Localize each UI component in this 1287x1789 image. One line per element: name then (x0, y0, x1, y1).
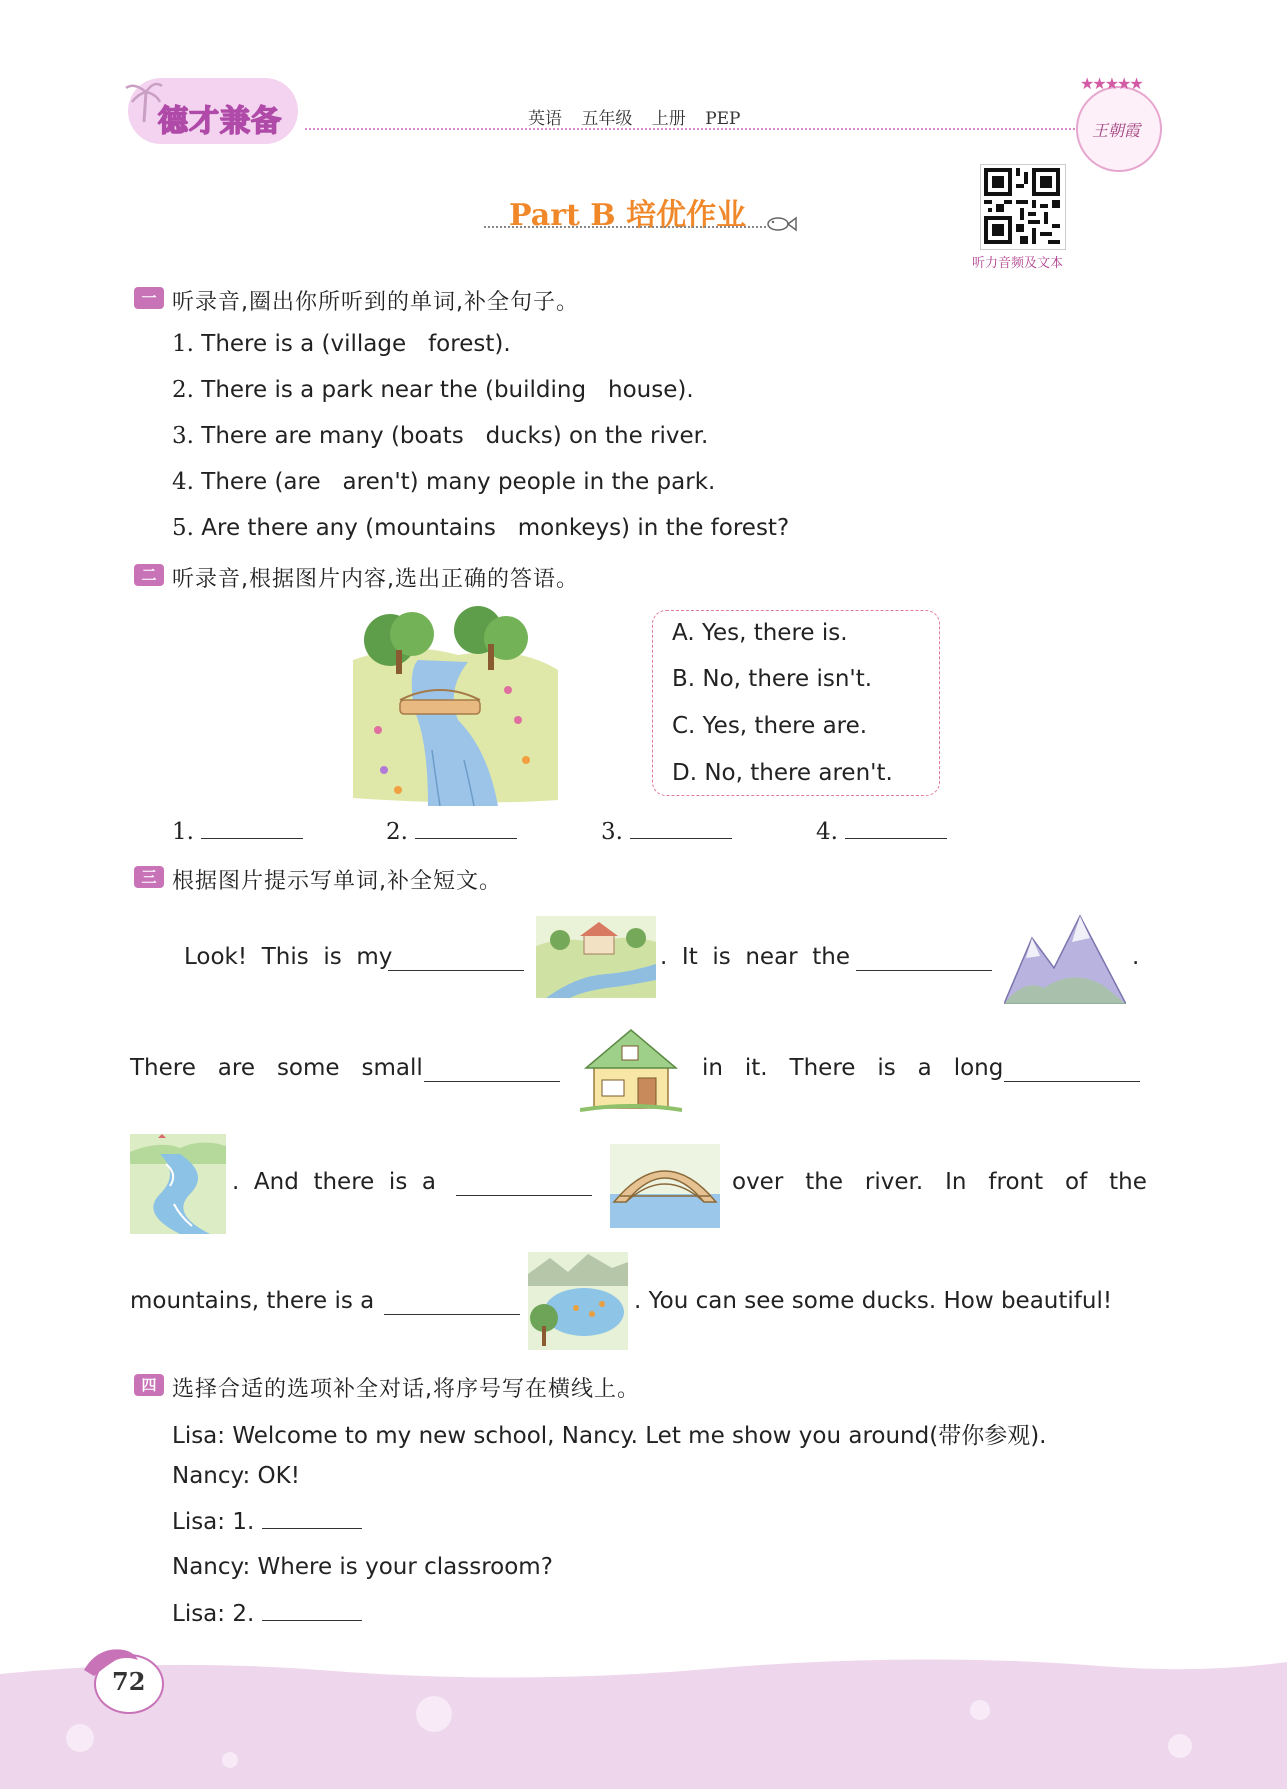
title-underline (484, 226, 766, 228)
s3-line-4b: . You can see some ducks. How beautiful! (634, 1288, 1113, 1314)
item-number: 4. (172, 469, 194, 495)
brand-badge-text: 王朝霞 (1092, 121, 1141, 140)
s3-line-1a: Look! This is my (184, 944, 393, 970)
dialog-blank-1[interactable] (262, 1508, 362, 1529)
answer-number: 3. (601, 819, 623, 845)
s3-line-1b: . It is near the (660, 944, 850, 970)
option-d: D. No, there aren't. (672, 760, 893, 786)
dialog-blank-2[interactable] (262, 1600, 362, 1621)
dialog-line-3 (172, 1508, 362, 1535)
section-2-badge: 二 (134, 564, 164, 586)
header (0, 0, 1287, 160)
s1-item-3 (172, 423, 708, 449)
dialog-line-5 (172, 1600, 362, 1627)
answer-number: 4. (816, 819, 838, 845)
s3-line-3b: over the river. In front of the (732, 1169, 1147, 1195)
dialog-text: Lisa: 2. (172, 1601, 255, 1627)
village-icon (536, 916, 656, 998)
item-number: 1. (172, 331, 194, 357)
s3-line-2b: in it. There is a long (702, 1055, 1004, 1081)
section-4-title: 选择合适的选项补全对话,将序号写在横线上。 (172, 1377, 640, 1402)
item-text: There is a park near the (building house). (201, 377, 694, 403)
answer-2 (386, 818, 517, 845)
park-illustration (348, 600, 563, 806)
option-a: A. Yes, there is. (672, 620, 848, 646)
s3-line-1c: . (1132, 944, 1140, 970)
item-text: There (are aren't) many people in the park. (201, 469, 716, 495)
s1-item-2 (172, 377, 694, 403)
section-2-title: 听录音,根据图片内容,选出正确的答语。 (172, 567, 579, 592)
qr-code-pattern (984, 168, 1060, 244)
answer-3 (601, 818, 732, 845)
answer-blank[interactable] (415, 818, 517, 839)
s3-blank-3[interactable] (424, 1061, 560, 1082)
logo-text: 德才兼备 (158, 104, 282, 139)
section-3-title: 根据图片提示写单词,补全短文。 (172, 869, 502, 894)
answer-blank[interactable] (845, 818, 947, 839)
footer-wave (0, 1650, 1287, 1789)
answer-4 (816, 818, 947, 845)
s1-item-1 (172, 331, 511, 357)
page-title: Part B 培优作业 (509, 198, 747, 233)
s1-item-5 (172, 515, 789, 541)
dialog-text: Lisa: 1. (172, 1509, 255, 1535)
option-b: B. No, there isn't. (672, 666, 873, 692)
mountains-icon (1004, 908, 1126, 1004)
item-number: 5. (172, 515, 194, 541)
s3-line-4a: mountains, there is a (130, 1288, 375, 1314)
river-icon (130, 1134, 226, 1234)
s3-blank-1[interactable] (388, 950, 524, 971)
dialog-line-2: Nancy: OK! (172, 1463, 300, 1489)
s3-blank-2[interactable] (856, 950, 992, 971)
subject-line: 英语 五年级 上册 PEP (528, 109, 741, 129)
s3-blank-5[interactable] (456, 1175, 592, 1196)
s3-blank-6[interactable] (384, 1294, 520, 1315)
option-c: C. Yes, there are. (672, 713, 868, 739)
item-number: 3. (172, 423, 194, 449)
s1-item-4 (172, 469, 715, 495)
section-1-badge: 一 (134, 287, 164, 309)
answer-number: 1. (172, 819, 194, 845)
page-number: 72 (112, 1667, 146, 1696)
item-number: 2. (172, 377, 194, 403)
dialog-line-4: Nancy: Where is your classroom? (172, 1554, 553, 1580)
item-text: Are there any (mountains monkeys) in the forest? (201, 515, 790, 541)
s3-line-3a: . And there is a (232, 1169, 437, 1195)
lake-icon (528, 1252, 628, 1350)
qr-caption: 听力音频及文本 (972, 256, 1064, 271)
dialog-line-1: Lisa: Welcome to my new school, Nancy. Let me show you around(带你参观). (172, 1423, 1047, 1449)
answer-1 (172, 818, 303, 845)
section-3-badge: 三 (134, 866, 164, 888)
section-1-title: 听录音,圈出你所听到的单词,补全句子。 (172, 290, 579, 315)
answer-number: 2. (386, 819, 408, 845)
s3-line-2a: There are some small (130, 1055, 423, 1081)
stars-icon: ★★★★★ (1080, 74, 1142, 93)
section-4-badge: 四 (134, 1374, 164, 1396)
fish-icon (764, 214, 800, 234)
s3-blank-4[interactable] (1004, 1061, 1140, 1082)
bridge-icon (610, 1144, 720, 1228)
house-icon (580, 1026, 682, 1112)
item-text: There are many (boats ducks) on the river. (201, 423, 709, 449)
item-text: There is a (village forest). (201, 331, 511, 357)
answer-blank[interactable] (630, 818, 732, 839)
answer-blank[interactable] (201, 818, 303, 839)
